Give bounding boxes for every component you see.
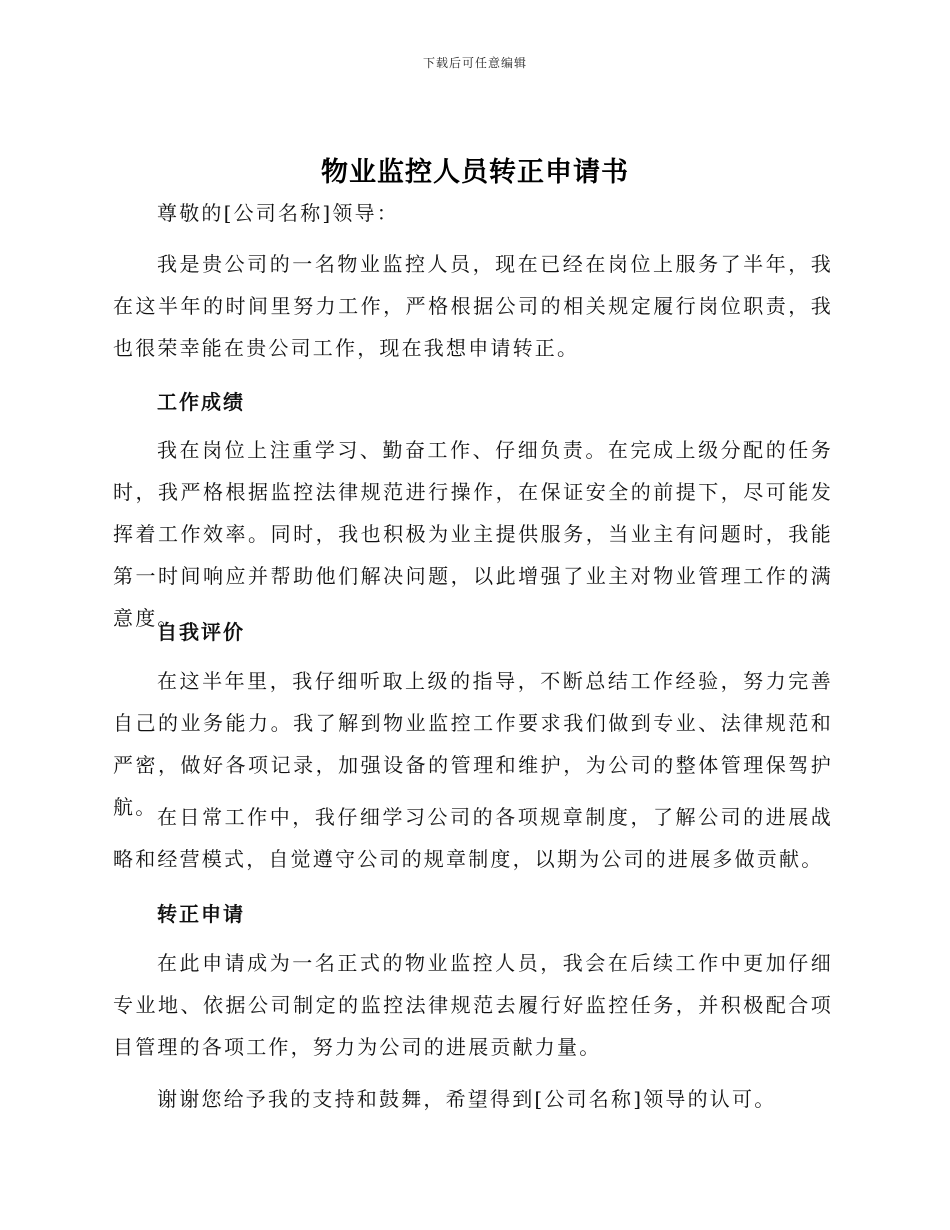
- paragraph-achievements: 我在岗位上注重学习、勤奋工作、仔细负责。在完成上级分配的任务时，我严格根据监控法律规范进行操作，在保证安全的前提下，尽可能发挥着工作效率。同时，我也积极为业主提供服务，当业主有问题时，我能第一时间响应并帮助他们解决问题，以此增强了业主对物业管理工作的满意度。: [113, 438, 833, 630]
- salutation: 尊敬的[公司名称]领导：: [157, 201, 400, 225]
- heading-application: 转正申请: [157, 902, 245, 926]
- paragraph-application: 在此申请成为一名正式的物业监控人员，我会在后续工作中更加仔细专业地、依据公司制定的监控法律规范去履行好监控任务，并积极配合项目管理的各项工作，努力为公司的进展贡献力量。: [113, 951, 833, 1059]
- heading-achievements: 工作成绩: [157, 390, 245, 414]
- paragraph-self-evaluation-1: 在这半年里，我仔细听取上级的指导，不断总结工作经验，努力完善自己的业务能力。我了解到物业监控工作要求我们做到专业、法律规范和严密，做好各项记录，加强设备的管理和维护，为公司的整体管理保驾护航。: [113, 669, 833, 819]
- paragraph-closing: 谢谢您给予我的支持和鼓舞，希望得到[公司名称]领导的认可。: [157, 1087, 777, 1111]
- paragraph-intro: 我是贵公司的一名物业监控人员，现在已经在岗位上服务了半年，我在这半年的时间里努力工作，严格根据公司的相关规定履行岗位职责，我也很荣幸能在贵公司工作，现在我想申请转正。: [113, 252, 833, 360]
- header-note: 下载后可任意编辑: [422, 56, 527, 70]
- paragraph-self-evaluation-2: 在日常工作中，我仔细学习公司的各项规章制度，了解公司的进展战略和经营模式，自觉遵守公司的规章制度，以期为公司的进展多做贡献。: [113, 805, 833, 871]
- heading-self-evaluation: 自我评价: [157, 620, 245, 644]
- document-title: 物业监控人员转正申请书: [321, 157, 629, 188]
